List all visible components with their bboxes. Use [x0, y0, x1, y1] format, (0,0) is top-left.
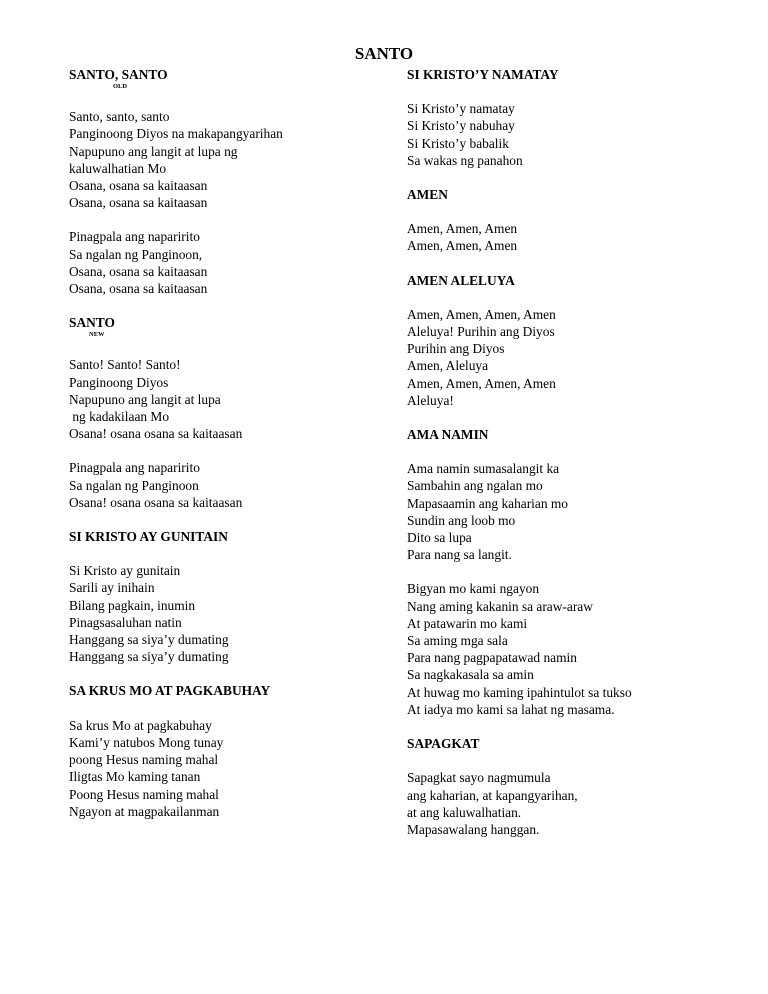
section-heading: SAPAGKAT	[407, 736, 480, 752]
lyric-line: Si Kristo’y namatay	[407, 101, 515, 117]
stanza	[69, 717, 389, 820]
lyric-line: Panginoong Diyos	[69, 374, 169, 390]
lyric-line: Ama namin sumasalangit ka	[407, 461, 560, 477]
lyric-line: Pinagpala ang naparirito	[69, 229, 200, 245]
stanza	[407, 580, 727, 718]
lyric-line: Nang aming kakanin sa araw-araw	[407, 598, 593, 614]
lyric-line: At iadya mo kami sa lahat ng masama.	[407, 701, 615, 717]
stanza	[69, 108, 389, 211]
lyric-line: Dito sa lupa	[407, 530, 472, 546]
lyric-line: Sambahin ang ngalan mo	[407, 478, 543, 494]
lyric-line: Napupuno ang langit at lupa	[69, 391, 221, 407]
lyric-line: Sa wakas ng panahon	[407, 152, 523, 168]
section-santo-old	[69, 66, 389, 297]
lyric-line: Osana, osana sa kaitaasan	[69, 281, 208, 297]
left-column	[69, 66, 389, 820]
lyric-line: Napupuno ang langit at lupa ng	[69, 143, 238, 159]
lyric-line: Osana, osana sa kaitaasan	[69, 178, 208, 194]
stanza	[407, 220, 727, 254]
lyric-line: Si Kristo ay gunitain	[69, 563, 181, 579]
lyric-line: Mapasaamin ang kaharian mo	[407, 495, 569, 511]
section-heading: AMEN ALELUYA	[407, 272, 515, 288]
lyric-line: Sa ngalan ng Panginoon	[69, 477, 199, 493]
stanza	[69, 459, 389, 511]
section-heading: AMEN	[407, 187, 448, 203]
section-santo-new	[69, 314, 389, 511]
lyric-line: Amen, Amen, Amen	[407, 221, 518, 237]
section-amen	[407, 186, 727, 255]
lyric-line: ang kaharian, at kapangyarihan,	[407, 787, 578, 803]
section-krus	[69, 682, 389, 819]
lyric-line: Para nang pagpapatawad namin	[407, 650, 577, 666]
lyric-line: Hanggang sa siya’y dumating	[69, 649, 229, 665]
lyric-line: Pinagpala ang naparirito	[69, 460, 200, 476]
lyric-line: Aleluya!	[407, 392, 454, 408]
lyric-line: Poong Hesus naming mahal	[69, 786, 219, 802]
lyric-line: Sa krus Mo at pagkabuhay	[69, 717, 212, 733]
lyric-line: Osana! osana osana sa kaitaasan	[69, 426, 243, 442]
lyric-line: Iligtas Mo kaming tanan	[69, 769, 201, 785]
lyric-line: Osana, osana sa kaitaasan	[69, 263, 208, 279]
page-title: SANTO	[354, 44, 414, 63]
lyric-line: At huwag mo kaming ipahintulot sa tukso	[407, 684, 632, 700]
section-sapagkat	[407, 735, 727, 838]
stanza	[407, 460, 727, 563]
stanza	[407, 769, 727, 838]
lyric-line: Bigyan mo kami ngayon	[407, 581, 540, 597]
lyric-line: Aleluya! Purihin ang Diyos	[407, 324, 555, 340]
stanza	[69, 228, 389, 297]
right-column	[407, 66, 727, 838]
lyric-line: Ngayon at magpakailanman	[69, 803, 220, 819]
stanza	[407, 100, 727, 169]
lyric-line: Kami’y natubos Mong tunay	[69, 734, 224, 750]
lyric-line: Sa ngalan ng Panginoon,	[69, 246, 203, 262]
lyric-line: Amen, Amen, Amen, Amen	[407, 375, 556, 391]
section-gunitain	[69, 528, 389, 665]
lyric-line: Purihin ang Diyos	[407, 341, 505, 357]
section-subtitle: NEW	[89, 331, 105, 339]
stanza	[407, 306, 727, 409]
section-heading: SA KRUS MO AT PAGKABUHAY	[69, 683, 271, 699]
lyric-line: At patawarin mo kami	[407, 615, 528, 631]
section-ama-namin	[407, 426, 727, 718]
lyric-line: Sapagkat sayo nagmumula	[407, 770, 551, 786]
section-heading: SI KRISTO AY GUNITAIN	[69, 529, 228, 545]
lyric-line: Sa aming mga sala	[407, 633, 508, 649]
stanza	[69, 356, 389, 442]
lyric-line: Si Kristo’y babalik	[407, 135, 509, 151]
lyric-line: Mapasawalang hanggan.	[407, 821, 540, 837]
lyric-line: ng kadakilaan Mo	[69, 409, 170, 425]
section-heading: AMA NAMIN	[407, 427, 489, 443]
lyric-line: Para nang sa langit.	[407, 547, 512, 563]
lyric-line: Amen, Aleluya	[407, 358, 489, 374]
lyric-line: Bilang pagkain, inumin	[69, 597, 196, 613]
lyric-line: Hanggang sa siya’y dumating	[69, 632, 229, 648]
lyric-line: Pinagsasaluhan natin	[69, 614, 182, 630]
lyric-line: Sarili ay inihain	[69, 580, 155, 596]
lyric-line: Santo! Santo! Santo!	[69, 357, 181, 373]
lyric-line: Sa nagkakasala sa amin	[407, 667, 534, 683]
lyric-line: Panginoong Diyos na makapangyarihan	[69, 126, 283, 142]
section-heading: SI KRISTO’Y NAMATAY	[407, 67, 559, 82]
lyric-line: Osana, osana sa kaitaasan	[69, 195, 208, 211]
section-amen-aleluya	[407, 272, 727, 409]
lyric-line: Santo, santo, santo	[69, 109, 170, 125]
lyric-line: Si Kristo’y nabuhay	[407, 118, 515, 134]
stanza	[69, 562, 389, 665]
section-namatay	[407, 66, 727, 169]
lyric-line: Amen, Amen, Amen	[407, 238, 518, 254]
lyric-line: at ang kaluwalhatian.	[407, 804, 522, 820]
section-heading: SANTO	[69, 315, 115, 331]
lyric-line: poong Hesus naming mahal	[69, 752, 219, 768]
lyric-line: kaluwalhatian Mo	[69, 160, 167, 176]
section-heading: SANTO, SANTO	[69, 67, 168, 82]
lyric-line: Osana! osana osana sa kaitaasan	[69, 494, 243, 510]
lyric-line: Amen, Amen, Amen, Amen	[407, 306, 556, 322]
section-subtitle: OLD	[113, 83, 128, 91]
lyric-line: Sundin ang loob mo	[407, 512, 516, 528]
